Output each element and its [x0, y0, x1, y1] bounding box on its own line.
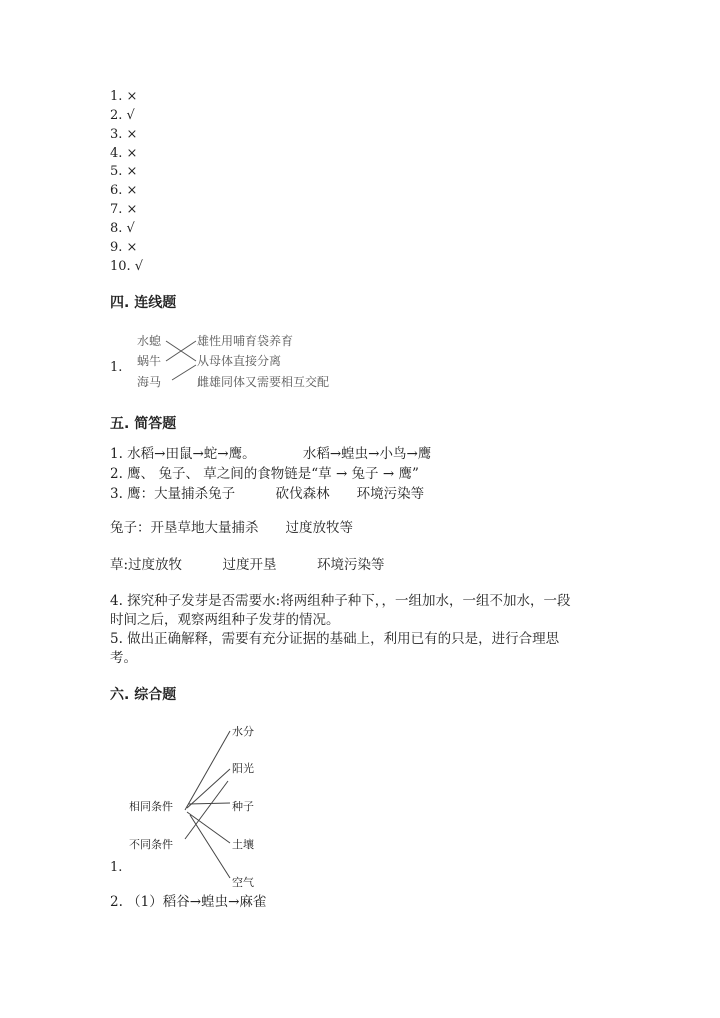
answer-line-5b: 考。 [110, 650, 137, 666]
answer-2: 2. √ [110, 108, 135, 123]
right-item-air: 空气 [232, 876, 254, 889]
answer-line-grass: 草:过度放牧 过度开垦 环境污染等 [110, 557, 385, 573]
section-4-title: 四. 连线题 [110, 295, 177, 311]
match-line-air [190, 815, 230, 878]
answer-7: 7. × [110, 202, 138, 217]
left-item-snail: 蜗牛 [137, 354, 162, 368]
right-item-pouch: 雄性用哺育袋养育 [197, 334, 294, 348]
answer-5: 5. × [110, 164, 138, 179]
section-4-item-number: 1. [110, 360, 123, 375]
answer-line-2: 2. 鹰、 兔子、 草之间的食物链是“草 → 兔子 → 鹰” [110, 466, 419, 482]
answer-3: 3. × [110, 127, 138, 142]
answer-line-1: 1. 水稻→田鼠→蛇→鹰。 水稻→蝗虫→小鸟→鹰 [110, 446, 432, 462]
left-item-same-conditions: 相同条件 [129, 800, 173, 813]
left-item-seahorse: 海马 [137, 375, 162, 389]
answer-4: 4. × [110, 146, 138, 161]
answer-line-3: 3. 鹰：大量捕杀兔子 砍伐森林 环境污染等 [110, 486, 425, 502]
answer-1: 1. × [110, 89, 138, 104]
right-item-seed: 种子 [232, 800, 254, 813]
right-item-soil: 土壤 [232, 838, 254, 851]
section-5-title: 五. 简答题 [110, 416, 177, 432]
left-item-hydra: 水螅 [137, 334, 162, 348]
match-line-same-seed [188, 803, 230, 804]
match-line-same-sunlight [187, 769, 230, 808]
section-6-item-2: 2. （1）稻谷→蝗虫→麻雀 [110, 894, 267, 910]
right-item-water: 水分 [232, 725, 254, 738]
answer-8: 8. √ [110, 221, 135, 236]
answer-line-4a: 4. 探究种子发芽是否需要水:将两组种子种下，，一组加水，一组不加水，一段 [110, 593, 571, 609]
right-item-sunlight: 阳光 [232, 762, 254, 775]
answer-line-rabbit: 兔子：开垦草地大量捕杀 过度放牧等 [110, 520, 353, 536]
answer-6: 6. × [110, 183, 138, 198]
section-6-title: 六. 综合题 [110, 687, 177, 703]
section-6-item-1-number: 1. [110, 860, 123, 875]
answer-line-5a: 5. 做出正确解释，需要有充分证据的基础上，利用已有的只是，进行合理思 [110, 631, 560, 647]
match-line-same-water [185, 731, 230, 810]
answer-9: 9. × [110, 240, 138, 255]
left-item-different-conditions: 不同条件 [129, 838, 173, 851]
answer-10: 10. √ [110, 259, 144, 274]
right-item-split: 从母体直接分离 [197, 354, 282, 368]
answer-line-4b: 时间之后，观察两组种子发芽的情况。 [110, 612, 340, 628]
right-item-hermaphrodite: 雌雄同体又需要相互交配 [197, 375, 330, 389]
